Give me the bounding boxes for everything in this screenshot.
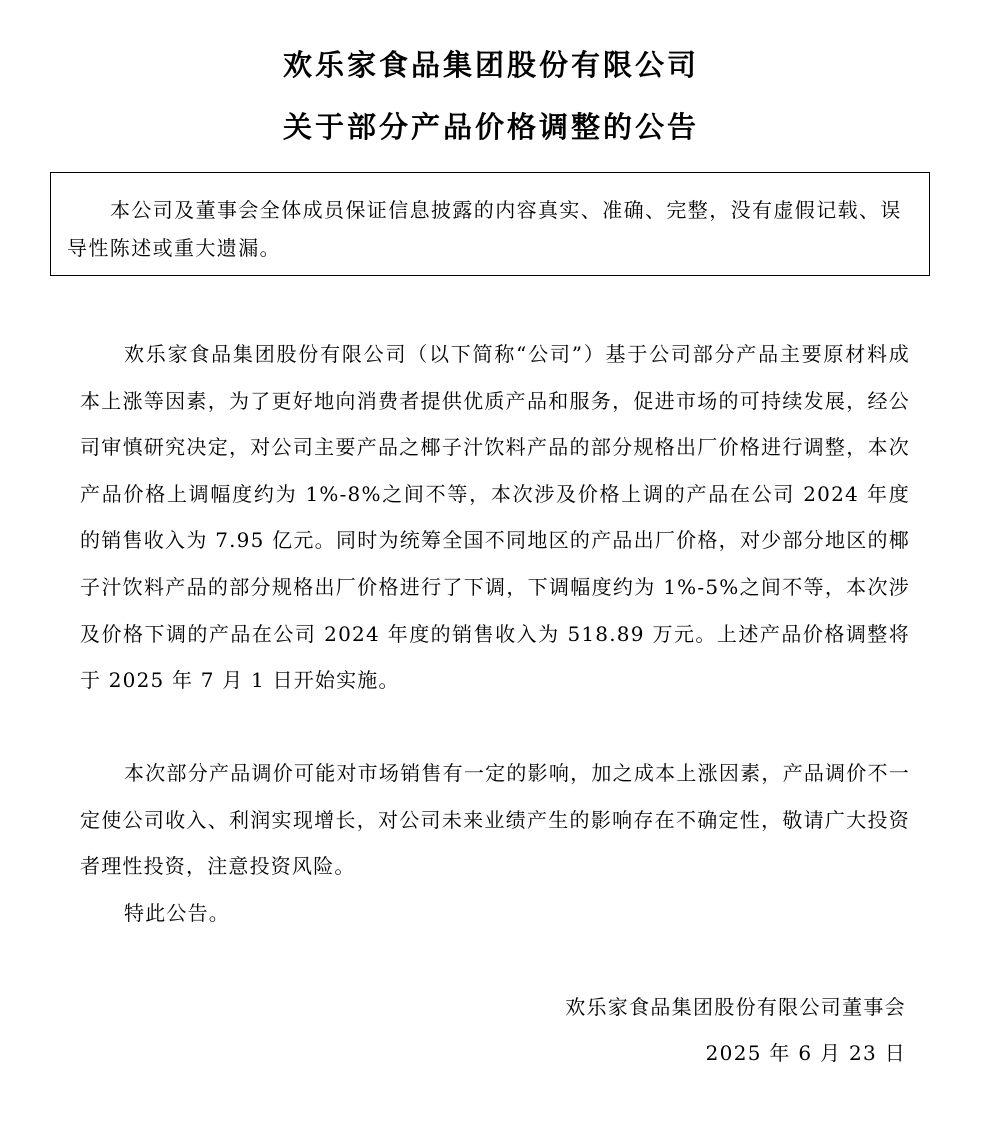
disclaimer-text: 本公司及董事会全体成员保证信息披露的内容真实、准确、完整，没有虚假记载、误导性陈述或重大遗漏。 [67, 198, 902, 260]
disclaimer-box [50, 172, 930, 276]
body-paragraph-risk-warning: 本次部分产品调价可能对市场销售有一定的影响，加之成本上涨因素，产品调价不一定使公司收入、利润实现增长，对公司未来业绩产生的影响存在不确定性，敬请广大投资者理性投资，注意投资风险。 [80, 761, 910, 879]
body-paragraph-closing: 特此公告。 [124, 901, 230, 925]
body-paragraph-price-adjustment: 欢乐家食品集团股份有限公司（以下简称“公司”）基于公司部分产品主要原材料成本上涨等因素，为了更好地向消费者提供优质产品和服务，促进市场的可持续发展，经公司审慎研究决定，对公司主要产品之椰子汁饮料产品的部分规格出厂价格进行调整，本次产品价格上调幅度约为 1%-8%之间不等，本次涉及价格上调的产品在公司 2024 年度的销售收入为 7.95 亿元。同时为统筹全国不同地区的产品出厂价格，对少部分地区的椰子汁饮料产品的部分规格出厂价格进行了下调，下调幅度约为 1%-5%之间不等，本次涉及价格下调的产品在公司 2024 年度的销售收入为 518.89 万元。上述产品价格调整将于 2025 年 7 月 1 日开始实施。 [80, 342, 910, 693]
announcement-company-title: 欢乐家食品集团股份有限公司 [282, 48, 699, 82]
announcement-subject-title: 关于部分产品价格调整的公告 [282, 110, 699, 144]
signature-date: 2025 年 6 月 23 日 [705, 1041, 906, 1065]
signature-organization: 欢乐家食品集团股份有限公司董事会 [565, 995, 906, 1019]
